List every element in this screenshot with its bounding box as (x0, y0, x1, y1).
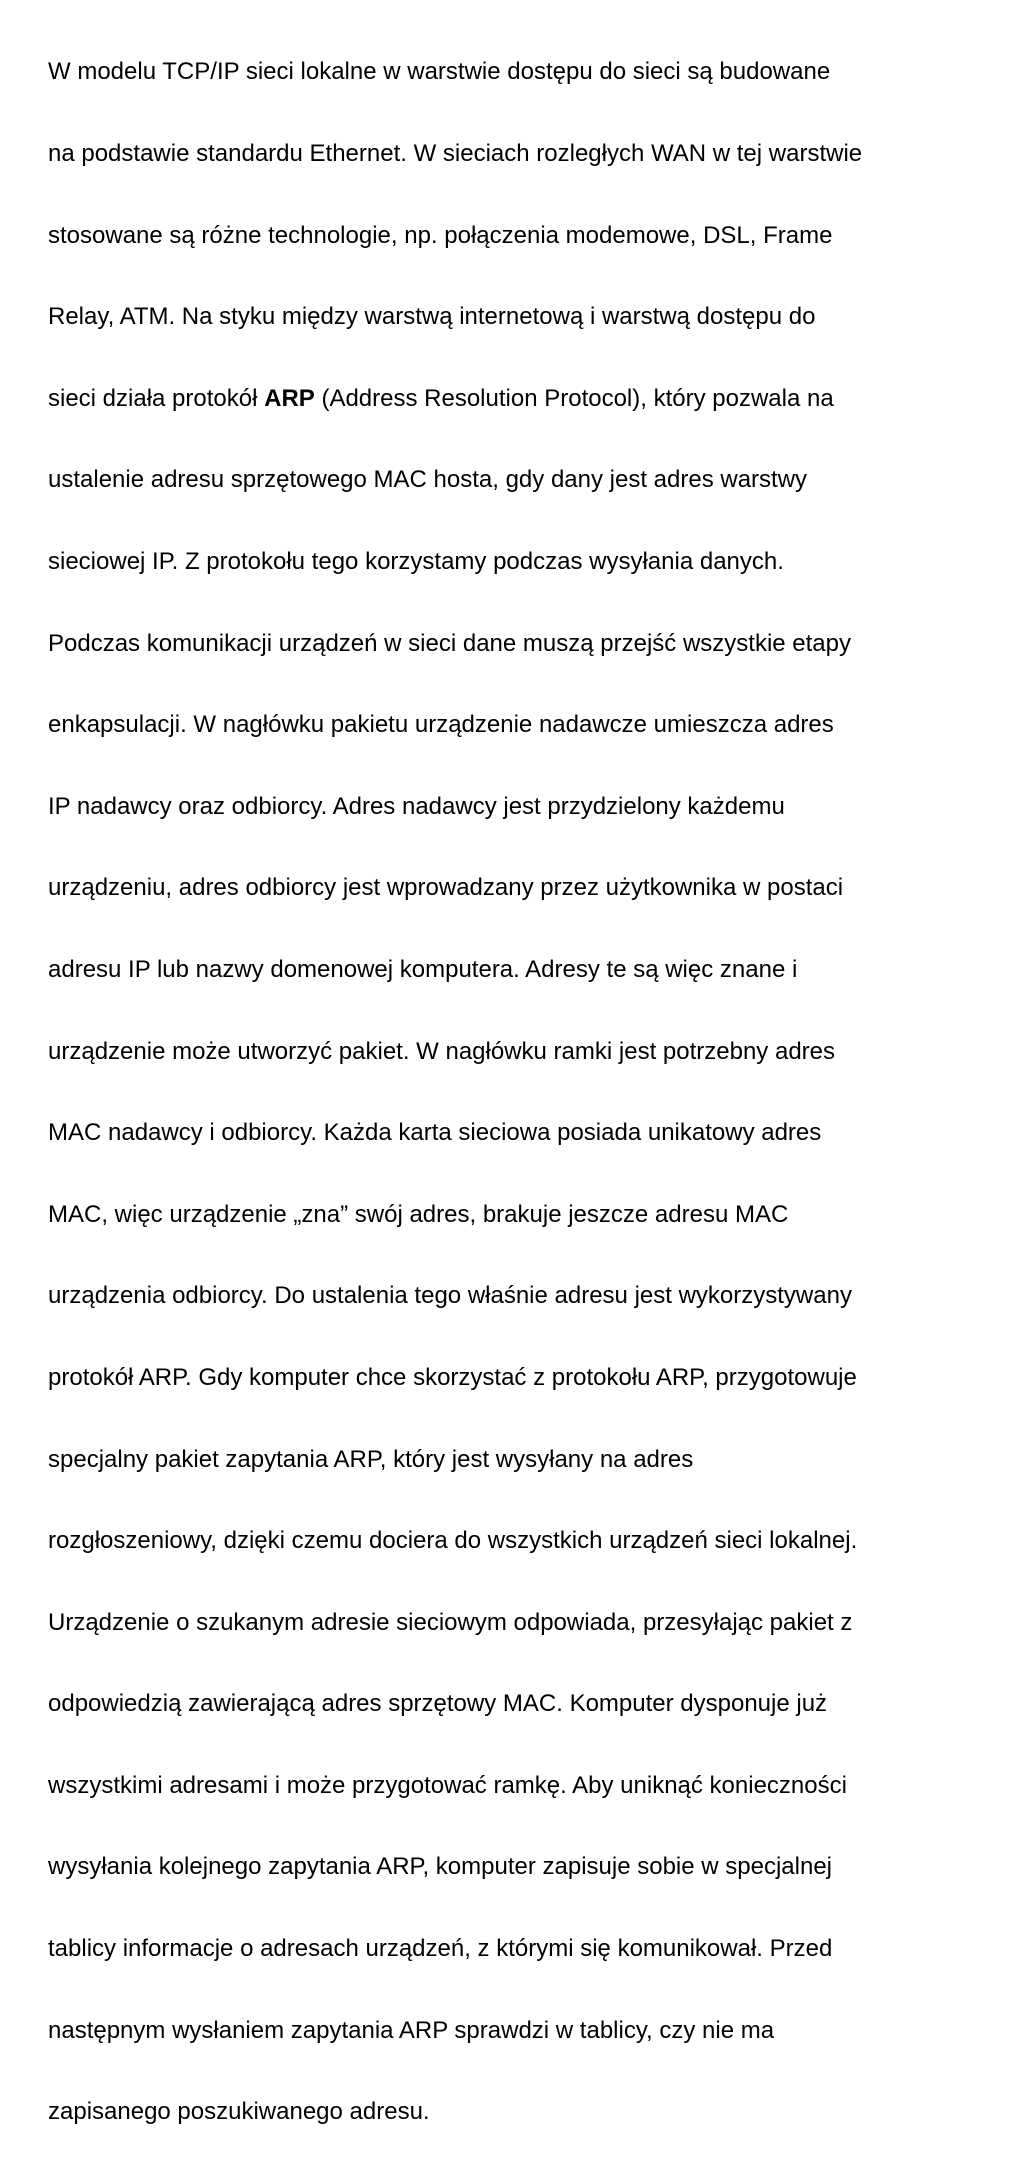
text-line-23: wysyłania kolejnego zapytania ARP, komputer zapisuje sobie w specjalnej (48, 1853, 833, 1881)
text-line-22: wszystkimi adresami i może przygotować ramkę. Aby uniknąć konieczności (48, 1771, 847, 1799)
text-line-20: Urządzenie o szukanym adresie sieciowym odpowiada, przesyłając pakiet z (48, 1608, 853, 1636)
text-line-5-arp (48, 385, 1018, 412)
arp-line-after: (Address Resolution Protocol), który pozwala na (314, 384, 834, 412)
text-line-10: IP nadawcy oraz odbiorcy. Adres nadawcy jest przydzielony każdemu (48, 792, 785, 820)
text-line-19: rozgłoszeniowy, dzięki czemu dociera do wszystkich urządzeń sieci lokalnej. (48, 1527, 858, 1555)
text-line-21: odpowiedzią zawierającą adres sprzętowy MAC. Komputer dysponuje już (48, 1690, 828, 1718)
text-line-13: urządzenie może utworzyć pakiet. W nagłówku ramki jest potrzebny adres (48, 1037, 836, 1065)
text-line-3: stosowane są różne technologie, np. połączenia modemowe, DSL, Frame (48, 221, 833, 249)
text-line-2: na podstawie standardu Ethernet. W sieciach rozległych WAN w tej warstwie (48, 140, 863, 167)
arp-line-before: sieci działa protokół (48, 384, 265, 412)
text-line-11: urządzeniu, adres odbiorcy jest wprowadzany przez użytkownika w postaci (48, 874, 844, 902)
text-line-14: MAC nadawcy i odbiorcy. Każda karta sieciowa posiada unikatowy adres (48, 1119, 822, 1147)
text-line-24: tablicy informacje o adresach urządzeń, z którymi się komunikował. Przed (48, 1935, 833, 1963)
text-line-15: MAC, więc urządzenie „zna” swój adres, brakuje jeszcze adresu MAC (48, 1200, 789, 1228)
arp-term: ARP (264, 384, 315, 412)
text-line-8: Podczas komunikacji urządzeń w sieci dane muszą przejść wszystkie etapy (48, 629, 852, 657)
text-line-25: następnym wysłaniem zapytania ARP sprawdzi w tablicy, czy nie ma (48, 2016, 775, 2044)
text-line-26: zapisanego poszukiwanego adresu. (48, 2098, 430, 2126)
text-line-7: sieciowej IP. Z protokołu tego korzystamy podczas wysyłania danych. (48, 547, 784, 575)
body-text (48, 4, 1018, 2180)
text-line-6: ustalenie adresu sprzętowego MAC hosta, gdy dany jest adres warstwy (48, 466, 808, 494)
text-line-17: protokół ARP. Gdy komputer chce skorzystać z protokołu ARP, przygotowuje (48, 1363, 857, 1391)
text-line-4: Relay, ATM. Na styku między warstwą internetową i warstwą dostępu do (48, 303, 816, 331)
text-line-12: adresu IP lub nazwy domenowej komputera. Adresy te są więc znane i (48, 955, 798, 983)
text-line-1: W modelu TCP/IP sieci lokalne w warstwie dostępu do sieci są budowane (48, 58, 831, 86)
text-line-18: specjalny pakiet zapytania ARP, który jest wysyłany na adres (48, 1445, 694, 1473)
text-line-16: urządzenia odbiorcy. Do ustalenia tego właśnie adresu jest wykorzystywany (48, 1282, 852, 1310)
text-line-9: enkapsulacji. W nagłówku pakietu urządzenie nadawcze umieszcza adres (48, 711, 834, 739)
